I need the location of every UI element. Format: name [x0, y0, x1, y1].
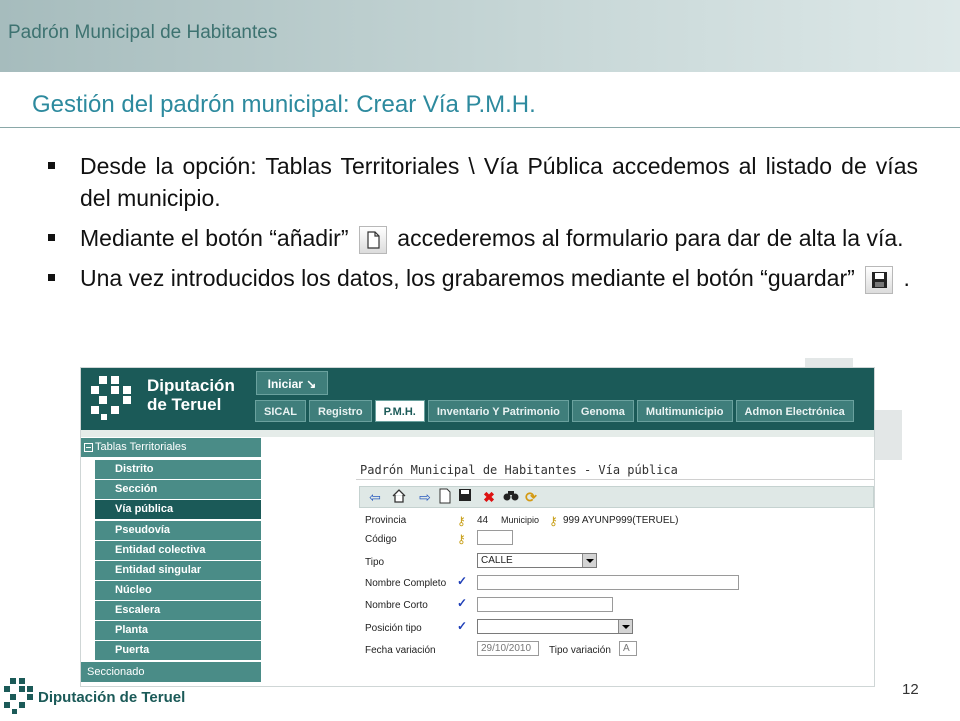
required-check-icon: ✓ [457, 596, 468, 610]
header-title: Padrón Municipal de Habitantes [8, 22, 278, 43]
key-icon: ⚷ [457, 514, 466, 528]
tipo-select[interactable] [477, 553, 597, 568]
save-icon [865, 266, 893, 294]
fecha-variacion-label: Fecha variación [365, 645, 436, 656]
home-icon[interactable] [390, 488, 408, 506]
module-tabs [255, 400, 854, 422]
sidebar-item-entidad-singular[interactable]: Entidad singular [95, 561, 261, 580]
logo-text [147, 376, 235, 414]
bullet-marker [48, 274, 55, 281]
tipo-variacion-label: Tipo variación [549, 645, 611, 656]
title-divider [0, 127, 960, 128]
sidebar-item-via-publica[interactable]: Vía pública [95, 500, 261, 519]
bullet-text-before: Mediante el botón “añadir” [80, 225, 349, 251]
sidebar-item-seccion[interactable]: Sección [95, 480, 261, 499]
bullet-text: Desde la opción: Tablas Territoriales \ Vía Pública accedemos al listado de vías del municipio. [80, 153, 918, 211]
codigo-label: Código [365, 534, 397, 545]
iniciar-button[interactable]: Iniciar ↘ [256, 371, 328, 395]
nombre-corto-label: Nombre Corto [365, 600, 428, 611]
nombre-completo-label: Nombre Completo [365, 578, 447, 589]
collapse-icon[interactable] [84, 443, 93, 452]
tab-registro[interactable]: Registro [309, 400, 372, 422]
required-check-icon: ✓ [457, 619, 468, 633]
logo-line-2: de Teruel [147, 395, 222, 414]
nombre-corto-input[interactable] [477, 597, 613, 612]
new-document-icon [359, 226, 387, 254]
bullet-item-2 [44, 222, 918, 254]
forward-arrow-icon[interactable]: ⇨ [419, 489, 431, 505]
tab-genoma[interactable]: Genoma [572, 400, 634, 422]
app-screenshot [80, 367, 875, 687]
tipo-label: Tipo [365, 557, 385, 568]
tab-admon-electronica[interactable]: Admon Electrónica [736, 400, 854, 422]
bullet-text-before: Una vez introducidos los datos, los grabaremos mediante el botón “guardar” [80, 265, 855, 291]
posicion-tipo-select[interactable] [477, 619, 633, 634]
sidebar [81, 438, 261, 686]
form-toolbar [359, 486, 874, 508]
bullet-list [44, 150, 918, 302]
panel-title: Padrón Municipal de Habitantes - Vía pública [356, 460, 874, 480]
sidebar-item-escalera[interactable]: Escalera [95, 601, 261, 620]
sidebar-item-seccionado[interactable]: Seccionado [81, 662, 261, 682]
sidebar-item-puerta[interactable]: Puerta [95, 641, 261, 660]
chevron-down-icon[interactable] [582, 554, 596, 567]
codigo-input[interactable] [477, 530, 513, 545]
logo-line-1: Diputación [147, 376, 235, 395]
refresh-icon[interactable]: ⟳ [525, 489, 537, 505]
nombre-completo-input[interactable] [477, 575, 739, 590]
search-binoculars-icon[interactable] [502, 488, 520, 506]
provincia-value: 44 [477, 515, 489, 526]
sidebar-item-nucleo[interactable]: Núcleo [95, 581, 261, 600]
tab-multimunicipio[interactable]: Multimunicipio [637, 400, 733, 422]
key-icon: ⚷ [457, 532, 466, 546]
footer-logo-icon [4, 676, 34, 716]
bullet-item-1 [44, 150, 918, 214]
tipo-select-value: CALLE [481, 555, 513, 566]
chevron-down-icon[interactable] [618, 620, 632, 633]
bullet-text-after: . [903, 265, 910, 291]
delete-icon[interactable]: ✖ [483, 489, 495, 505]
footer-org-name: Diputación de Teruel [38, 689, 186, 706]
municipio-value: 999 AYUNP999(TERUEL) [563, 515, 679, 526]
sidebar-item-distrito[interactable]: Distrito [95, 460, 261, 479]
tipo-variacion-input[interactable]: A [619, 641, 637, 656]
tab-pmh[interactable]: P.M.H. [375, 400, 425, 422]
municipio-label: Municipio [501, 515, 540, 525]
new-document-icon[interactable] [436, 488, 454, 506]
bullet-item-3 [44, 262, 918, 294]
sidebar-item-pseudovia[interactable]: Pseudovía [95, 521, 261, 540]
diputacion-logo [89, 374, 249, 424]
save-icon[interactable] [456, 488, 474, 506]
sidebar-section-tablas-territoriales[interactable] [81, 438, 261, 457]
sidebar-section-label: Tablas Territoriales [95, 441, 187, 453]
sidebar-item-entidad-colectiva[interactable]: Entidad colectiva [95, 541, 261, 560]
tab-inventario[interactable]: Inventario Y Patrimonio [428, 400, 569, 422]
header-band-strip [81, 430, 874, 437]
bullet-text-after: accederemos al formulario para dar de alta la vía. [397, 225, 904, 251]
slide-title: Gestión del padrón municipal: Crear Vía P.M.H. [32, 91, 536, 118]
app-header [81, 368, 874, 430]
sidebar-item-planta[interactable]: Planta [95, 621, 261, 640]
provincia-label: Provincia [365, 515, 407, 526]
posicion-tipo-label: Posición tipo [365, 623, 422, 634]
tab-sical[interactable]: SICAL [255, 400, 306, 422]
header-band [0, 0, 960, 72]
back-arrow-icon[interactable]: ⇦ [369, 489, 381, 505]
bullet-marker [48, 162, 55, 169]
bullet-marker [48, 234, 55, 241]
page-number: 12 [902, 681, 919, 698]
fecha-variacion-input[interactable]: 29/10/2010 [477, 641, 539, 656]
logo-mark-icon [89, 374, 141, 424]
key-icon: ⚷ [549, 514, 558, 528]
required-check-icon: ✓ [457, 574, 468, 588]
